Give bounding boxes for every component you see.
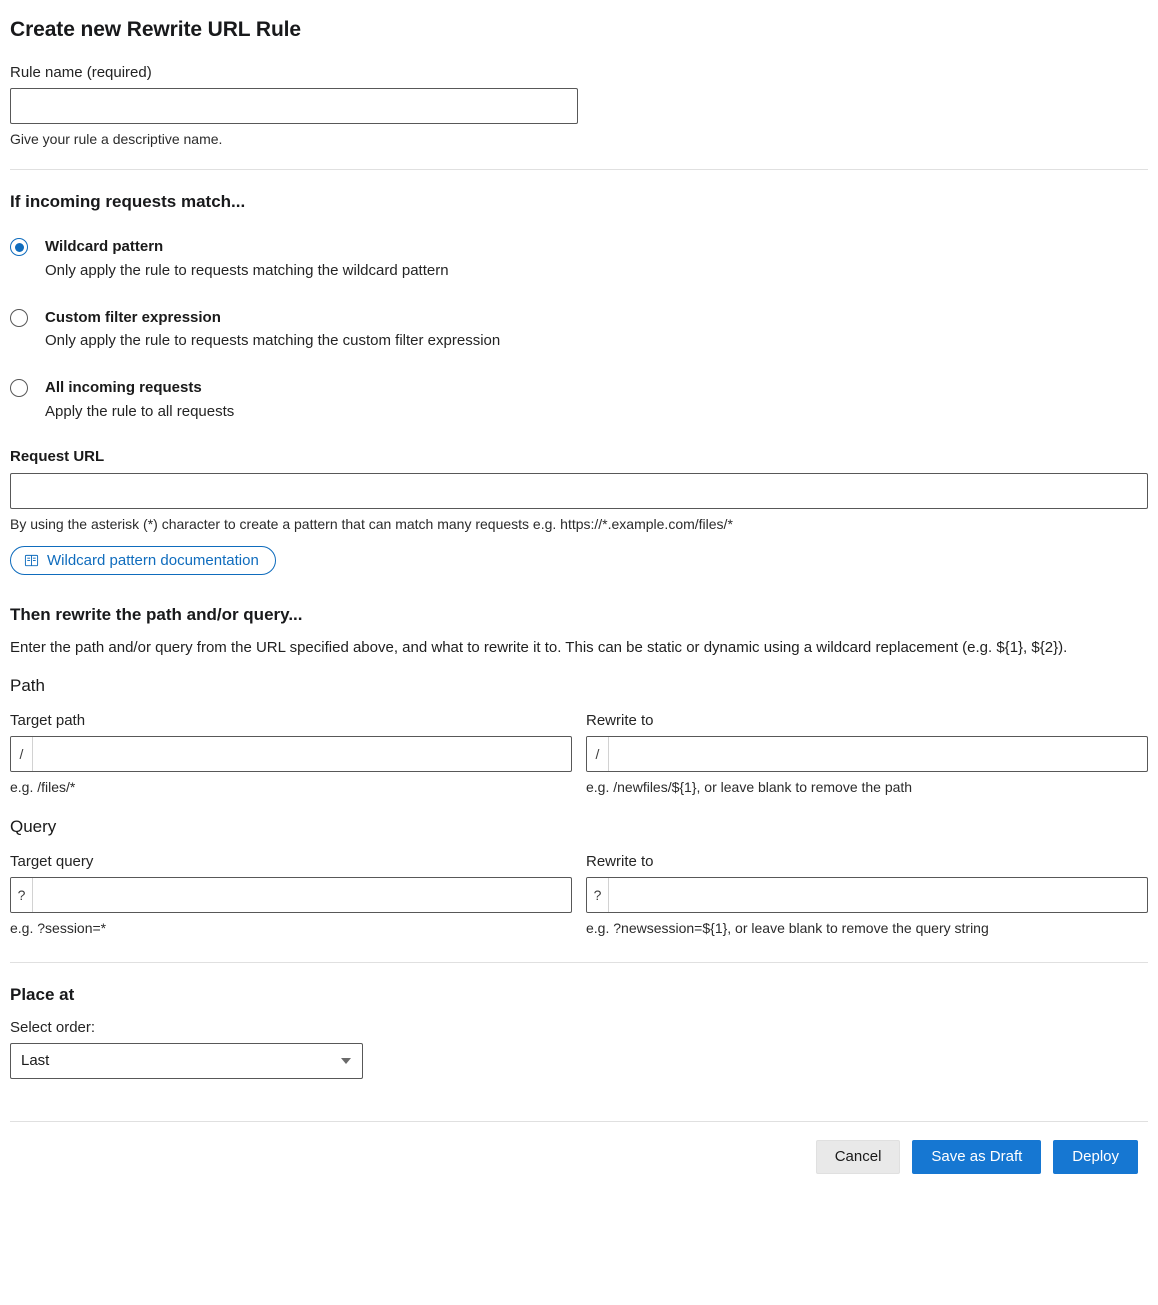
select-order-value-box[interactable]	[10, 1043, 363, 1079]
rule-name-help: Give your rule a descriptive name.	[10, 131, 223, 147]
footer-actions	[10, 1121, 1148, 1192]
target-path-label: Target path	[10, 711, 86, 729]
target-query-prefix: ?	[11, 878, 33, 912]
radio-indicator-all-incoming-requests[interactable]	[10, 379, 28, 397]
path-fields-row	[10, 712, 1148, 795]
radio-custom-filter-expression[interactable]	[10, 307, 1148, 353]
divider-top	[10, 169, 1148, 170]
rewrite-section-description: Enter the path and/or query from the URL specified above, and what to rewrite it to. This can be static or dynamic using a wildcard replacement (e.g. ${1}, ${2}).	[10, 638, 1068, 656]
path-rewrite-to-input-wrapper[interactable]	[586, 736, 1148, 772]
rule-name-input[interactable]	[10, 88, 578, 124]
target-path-prefix: /	[11, 737, 33, 771]
select-order-dropdown[interactable]	[10, 1043, 363, 1079]
request-url-field-group	[10, 448, 1148, 532]
path-rewrite-to-field-group	[586, 712, 1148, 795]
save-as-draft-button[interactable]: Save as Draft	[912, 1140, 1041, 1174]
query-rewrite-to-input[interactable]	[609, 878, 1147, 912]
wildcard-pattern-documentation-link[interactable]	[10, 546, 276, 575]
request-url-input[interactable]	[10, 473, 1148, 509]
radio-desc-all-incoming-requests: Apply the rule to all requests	[45, 402, 235, 420]
request-url-help: By using the asterisk (*) character to create a pattern that can match many requests e.g. https://*.example.com/files/*	[10, 515, 733, 532]
query-group-heading: Query	[10, 816, 57, 836]
target-query-hint: e.g. ?session=*	[10, 919, 107, 936]
rewrite-section-title: Then rewrite the path and/or query...	[10, 604, 303, 624]
target-query-label: Target query	[10, 852, 94, 870]
target-path-input[interactable]	[33, 737, 571, 771]
radio-indicator-custom-filter-expression[interactable]	[10, 309, 28, 327]
target-path-field-group	[10, 712, 572, 795]
target-query-input[interactable]	[33, 878, 571, 912]
query-rewrite-to-input-wrapper[interactable]	[586, 877, 1148, 913]
path-rewrite-to-hint: e.g. /newfiles/${1}, or leave blank to remove the path	[586, 778, 913, 795]
deploy-button[interactable]: Deploy	[1053, 1140, 1138, 1174]
path-rewrite-to-input[interactable]	[609, 737, 1147, 771]
spacer	[10, 1079, 1148, 1097]
select-order-value: Last	[21, 1052, 50, 1069]
query-fields-row	[10, 853, 1148, 936]
page-title: Create new Rewrite URL Rule	[10, 18, 301, 41]
path-rewrite-to-prefix: /	[587, 737, 609, 771]
path-group-heading: Path	[10, 675, 45, 695]
query-rewrite-to-label: Rewrite to	[586, 852, 654, 870]
radio-label-wildcard-pattern: Wildcard pattern	[45, 238, 164, 255]
request-url-label: Request URL	[10, 447, 105, 465]
radio-desc-custom-filter-expression: Only apply the rule to requests matching the custom filter expression	[45, 332, 501, 350]
match-section-title: If incoming requests match...	[10, 192, 246, 211]
query-rewrite-to-field-group	[586, 853, 1148, 936]
radio-label-custom-filter-expression: Custom filter expression	[45, 308, 221, 326]
radio-label-all-incoming-requests: All incoming requests	[45, 379, 202, 396]
query-rewrite-to-prefix: ?	[587, 878, 609, 912]
book-icon	[24, 553, 39, 568]
radio-all-incoming-requests[interactable]	[10, 377, 1148, 423]
radio-desc-wildcard-pattern: Only apply the rule to requests matching the wildcard pattern	[45, 261, 449, 279]
divider-place-at	[10, 962, 1148, 963]
match-radio-group	[10, 236, 1148, 423]
place-at-title: Place at	[10, 984, 75, 1004]
radio-wildcard-pattern[interactable]	[10, 236, 1148, 282]
rule-name-label: Rule name (required)	[10, 64, 152, 81]
select-order-label: Select order:	[10, 1018, 96, 1036]
wildcard-pattern-documentation-label: Wildcard pattern documentation	[47, 551, 259, 569]
path-rewrite-to-label: Rewrite to	[586, 711, 654, 729]
radio-indicator-wildcard-pattern[interactable]	[10, 238, 28, 256]
query-rewrite-to-hint: e.g. ?newsession=${1}, or leave blank to remove the query string	[586, 919, 989, 936]
cancel-button[interactable]: Cancel	[816, 1140, 901, 1174]
target-path-hint: e.g. /files/*	[10, 778, 76, 795]
target-query-input-wrapper[interactable]	[10, 877, 572, 913]
rule-name-field-group	[10, 64, 1148, 147]
target-query-field-group	[10, 853, 572, 936]
target-path-input-wrapper[interactable]	[10, 736, 572, 772]
